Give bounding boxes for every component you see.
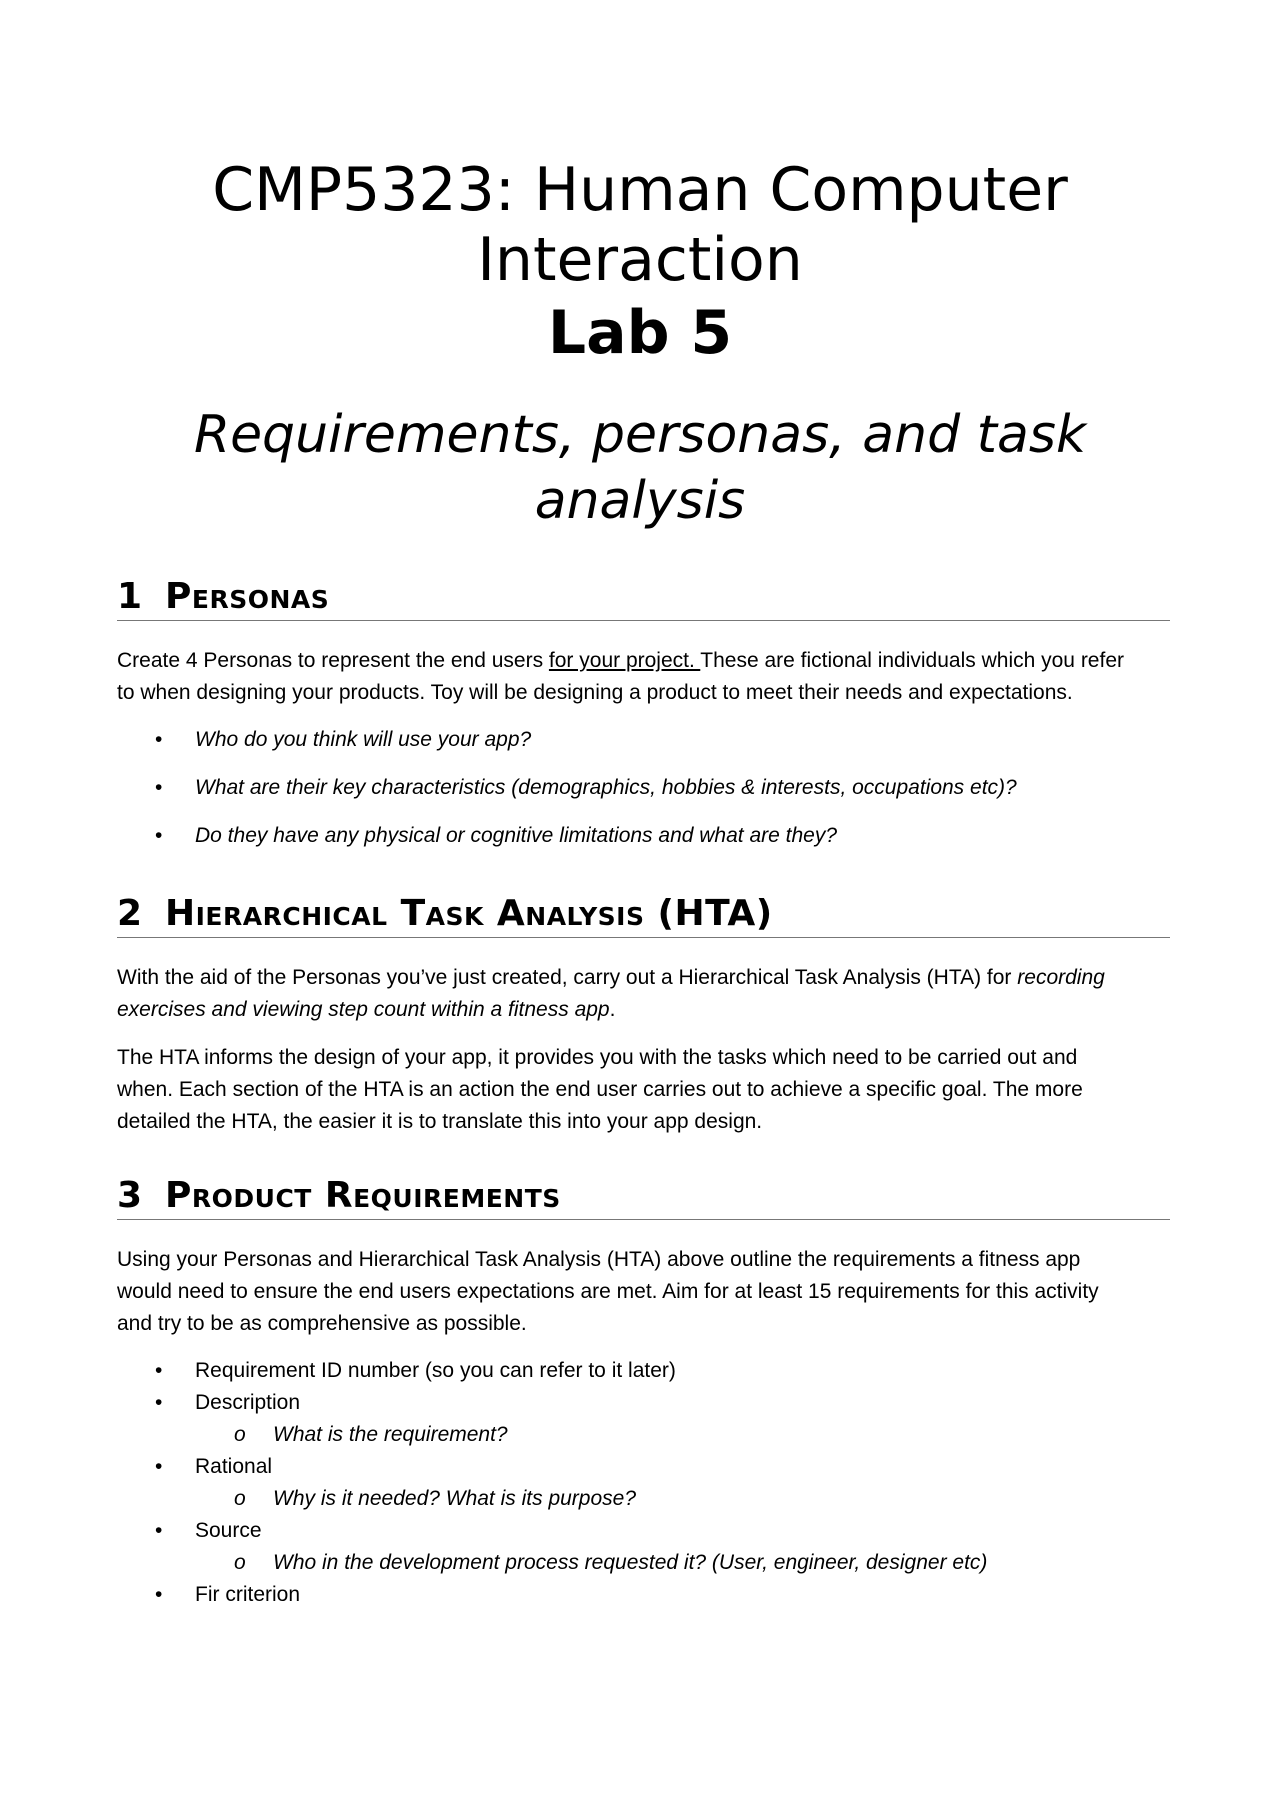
section-3-paragraph — [117, 1244, 1177, 1340]
p1-line1-italic: recording — [1017, 966, 1105, 989]
document-subtitle — [140, 402, 1140, 534]
section-2-paragraph-2 — [117, 1042, 1177, 1138]
p3-line-2: would need to ensure the end users expectations are met. Aim for at least 15 requirements for this activity — [117, 1280, 1099, 1303]
section-1-heading — [117, 575, 1170, 621]
sub-list-item-text: Who in the development process requested it? (User, engineer, designer etc) — [273, 1551, 988, 1574]
section-1-number: 1 — [117, 576, 143, 617]
bullet-icon: • — [155, 1583, 163, 1606]
sub-list-item-text: Why is it needed? What is its purpose? — [273, 1487, 637, 1510]
section-1-title: Personas — [165, 576, 330, 617]
intro-underlined: for your project. — [548, 649, 701, 672]
intro-text-b: These are fictional individuals which you refer — [700, 649, 1124, 672]
title-line-1: CMP5323: Human Computer — [212, 155, 1068, 225]
list-item-text: Who do you think will use your app? — [195, 728, 532, 751]
list-item-text: Requirement ID number (so you can refer to it later) — [195, 1359, 676, 1382]
bullet-icon: • — [155, 1519, 163, 1542]
p2-line-3: detailed the HTA, the easier it is to translate this into your app design. — [117, 1110, 763, 1133]
section-3-title: Product Requirements — [165, 1175, 561, 1216]
list-item-text: Rational — [195, 1455, 273, 1478]
section-2-paragraph-1 — [117, 962, 1177, 1026]
list-item-text: Source — [195, 1519, 262, 1542]
list-item-text: What are their key characteristics (demographics, hobbies & interests, occupations etc)? — [195, 776, 1017, 799]
section-1-intro — [117, 645, 1177, 709]
title-line-2: Interaction — [477, 225, 803, 295]
section-3-heading — [117, 1174, 1170, 1220]
bullet-icon: • — [155, 776, 163, 799]
list-item-text: Fir criterion — [195, 1583, 301, 1606]
p2-line-1: The HTA informs the design of your app, it provides you with the tasks which need to be carried out and — [117, 1046, 1078, 1069]
bullet-icon: • — [155, 728, 163, 751]
p3-line-3: and try to be as comprehensive as possible. — [117, 1312, 527, 1335]
p1-line2-end: . — [609, 998, 616, 1021]
section-2-number: 2 — [117, 893, 143, 934]
p2-line-2: when. Each section of the HTA is an action the end user carries out to achieve a specific goal. The more — [117, 1078, 1083, 1101]
sub-bullet-icon: o — [234, 1551, 246, 1574]
document-title — [140, 155, 1140, 295]
list-item-text: Do they have any physical or cognitive limitations and what are they? — [195, 824, 838, 847]
sub-bullet-icon: o — [234, 1487, 246, 1510]
intro-line-2: to when designing your products. Toy will be designing a product to meet their needs and expectations. — [117, 681, 1073, 704]
sub-list-item-text: What is the requirement? — [273, 1423, 508, 1446]
section-2-title: Hierarchical Task Analysis (HTA) — [165, 893, 773, 934]
subtitle-line-1: Requirements, personas, and task — [193, 405, 1087, 465]
bullet-icon: • — [155, 824, 163, 847]
list-item-text: Description — [195, 1391, 301, 1414]
p1-line1-text: With the aid of the Personas you’ve just created, carry out a Hierarchical Task Analysis (HTA) for — [117, 966, 1018, 989]
bullet-icon: • — [155, 1359, 163, 1382]
p1-line2-italic: exercises and viewing step count within a fitness app — [117, 998, 610, 1021]
bullet-icon: • — [155, 1391, 163, 1414]
p3-line-1: Using your Personas and Hierarchical Task Analysis (HTA) above outline the requirements a fitness app — [117, 1248, 1081, 1271]
section-3-number: 3 — [117, 1175, 143, 1216]
section-2-heading — [117, 892, 1170, 938]
sub-bullet-icon: o — [234, 1423, 246, 1446]
subtitle-line-2: analysis — [534, 471, 746, 531]
bullet-icon: • — [155, 1455, 163, 1478]
intro-text-a: Create 4 Personas to represent the end users — [117, 649, 549, 672]
lab-title: Lab 5 — [547, 298, 733, 368]
